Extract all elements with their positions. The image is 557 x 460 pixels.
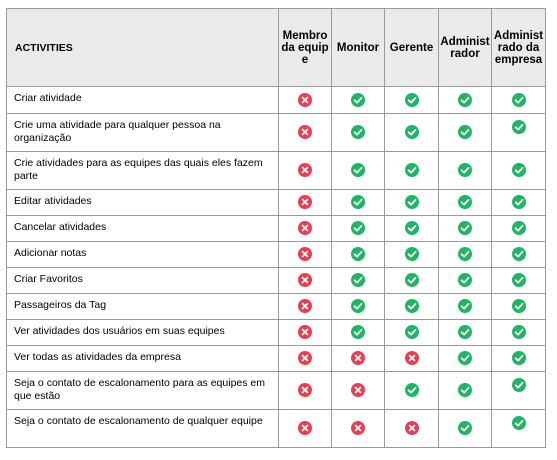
access-cell-membro-da-equipe: [279, 294, 332, 320]
check-circle-icon: [458, 325, 472, 339]
x-circle-icon: [298, 125, 312, 139]
table-row: [7, 346, 546, 372]
role-header-membro-da-equipe: Membro da equipe: [279, 9, 332, 87]
table-row: [7, 372, 546, 410]
check-circle-icon: [458, 383, 472, 397]
table-row: [7, 152, 546, 190]
check-circle-icon: [405, 221, 419, 235]
activity-cell: Passageiros da Tag: [7, 294, 279, 320]
access-cell-monitor: [332, 372, 385, 410]
access-cell-gerente: [385, 320, 439, 346]
access-cell-administrador: [439, 152, 492, 190]
x-circle-icon: [298, 221, 312, 235]
access-cell-membro-da-equipe: [279, 410, 332, 448]
access-cell-membro-da-equipe: [279, 346, 332, 372]
access-cell-administrado-da-empresa: [492, 320, 546, 346]
activities-header: ACTIVITIES: [7, 9, 279, 87]
access-cell-administrador: [439, 410, 492, 448]
access-cell-monitor: [332, 87, 385, 114]
check-circle-icon: [512, 273, 526, 287]
activity-cell: Cancelar atividades: [7, 216, 279, 242]
check-circle-icon: [458, 221, 472, 235]
access-cell-gerente: [385, 346, 439, 372]
table-row: [7, 268, 546, 294]
access-cell-administrador: [439, 320, 492, 346]
role-header-administrado-da-empresa: Administrado da empresa: [492, 9, 546, 87]
x-circle-icon: [298, 273, 312, 287]
access-cell-gerente: [385, 268, 439, 294]
check-circle-icon: [512, 163, 526, 177]
access-cell-monitor: [332, 294, 385, 320]
check-circle-icon: [351, 93, 365, 107]
x-circle-icon: [351, 383, 365, 397]
access-cell-monitor: [332, 242, 385, 268]
access-cell-administrador: [439, 346, 492, 372]
access-cell-administrado-da-empresa: [492, 346, 546, 372]
activity-cell: Ver atividades dos usuários em suas equipes: [7, 320, 279, 346]
access-cell-administrador: [439, 87, 492, 114]
check-circle-icon: [512, 195, 526, 209]
activity-cell: Editar atividades: [7, 190, 279, 216]
access-cell-administrado-da-empresa: [492, 242, 546, 268]
x-circle-icon: [298, 163, 312, 177]
access-cell-administrado-da-empresa: [492, 152, 546, 190]
table-row: [7, 216, 546, 242]
check-circle-icon: [512, 247, 526, 261]
access-cell-gerente: [385, 190, 439, 216]
role-header-monitor: Monitor: [332, 9, 385, 87]
activity-cell: Crie uma atividade para qualquer pessoa na organização: [7, 114, 279, 152]
check-circle-icon: [405, 299, 419, 313]
access-cell-membro-da-equipe: [279, 114, 332, 152]
access-cell-administrado-da-empresa: [492, 216, 546, 242]
header-row: [7, 9, 546, 87]
check-circle-icon: [512, 221, 526, 235]
access-cell-administrado-da-empresa: [492, 114, 546, 152]
role-header-gerente: Gerente: [385, 9, 439, 87]
check-circle-icon: [405, 247, 419, 261]
check-circle-icon: [351, 325, 365, 339]
check-circle-icon: [351, 299, 365, 313]
access-cell-membro-da-equipe: [279, 320, 332, 346]
x-circle-icon: [405, 351, 419, 365]
access-cell-gerente: [385, 294, 439, 320]
access-cell-membro-da-equipe: [279, 242, 332, 268]
access-cell-administrador: [439, 268, 492, 294]
x-circle-icon: [298, 93, 312, 107]
x-circle-icon: [405, 421, 419, 435]
check-circle-icon: [351, 163, 365, 177]
check-circle-icon: [512, 378, 526, 392]
access-cell-monitor: [332, 268, 385, 294]
access-cell-monitor: [332, 346, 385, 372]
check-circle-icon: [458, 125, 472, 139]
access-cell-membro-da-equipe: [279, 152, 332, 190]
check-circle-icon: [512, 93, 526, 107]
role-header-administrador: Administrador: [439, 9, 492, 87]
check-circle-icon: [405, 325, 419, 339]
access-cell-gerente: [385, 372, 439, 410]
activity-cell: Criar atividade: [7, 87, 279, 114]
check-circle-icon: [458, 163, 472, 177]
x-circle-icon: [298, 421, 312, 435]
access-cell-monitor: [332, 152, 385, 190]
access-cell-administrado-da-empresa: [492, 410, 546, 448]
access-cell-administrado-da-empresa: [492, 268, 546, 294]
activity-cell: Ver todas as atividades da empresa: [7, 346, 279, 372]
access-cell-membro-da-equipe: [279, 216, 332, 242]
check-circle-icon: [512, 416, 526, 430]
check-circle-icon: [351, 195, 365, 209]
x-circle-icon: [298, 299, 312, 313]
table-row: [7, 294, 546, 320]
table-body: [7, 87, 546, 448]
access-cell-membro-da-equipe: [279, 372, 332, 410]
x-circle-icon: [298, 325, 312, 339]
access-cell-administrador: [439, 216, 492, 242]
check-circle-icon: [405, 195, 419, 209]
check-circle-icon: [405, 93, 419, 107]
table-row: [7, 87, 546, 114]
access-cell-monitor: [332, 320, 385, 346]
x-circle-icon: [298, 383, 312, 397]
check-circle-icon: [351, 273, 365, 287]
access-cell-administrador: [439, 190, 492, 216]
x-circle-icon: [351, 421, 365, 435]
access-cell-monitor: [332, 410, 385, 448]
check-circle-icon: [351, 125, 365, 139]
x-circle-icon: [298, 247, 312, 261]
access-cell-membro-da-equipe: [279, 190, 332, 216]
check-circle-icon: [405, 383, 419, 397]
x-circle-icon: [351, 351, 365, 365]
check-circle-icon: [512, 325, 526, 339]
check-circle-icon: [405, 125, 419, 139]
check-circle-icon: [458, 421, 472, 435]
table-row: [7, 190, 546, 216]
access-cell-administrador: [439, 242, 492, 268]
access-cell-gerente: [385, 216, 439, 242]
check-circle-icon: [405, 273, 419, 287]
check-circle-icon: [458, 195, 472, 209]
check-circle-icon: [512, 351, 526, 365]
x-circle-icon: [298, 351, 312, 365]
access-cell-membro-da-equipe: [279, 268, 332, 294]
check-circle-icon: [405, 163, 419, 177]
table-row: [7, 242, 546, 268]
check-circle-icon: [512, 299, 526, 313]
access-cell-administrado-da-empresa: [492, 190, 546, 216]
access-cell-gerente: [385, 114, 439, 152]
activity-cell: Crie atividades para as equipes das quais eles fazem parte: [7, 152, 279, 190]
table-row: [7, 410, 546, 448]
check-circle-icon: [458, 247, 472, 261]
check-circle-icon: [458, 351, 472, 365]
permissions-table: [6, 8, 546, 448]
check-circle-icon: [351, 221, 365, 235]
access-cell-monitor: [332, 190, 385, 216]
x-circle-icon: [298, 195, 312, 209]
access-cell-gerente: [385, 152, 439, 190]
check-circle-icon: [351, 247, 365, 261]
access-cell-monitor: [332, 216, 385, 242]
check-circle-icon: [512, 120, 526, 134]
access-cell-gerente: [385, 87, 439, 114]
activity-cell: Seja o contato de escalonamento de qualquer equipe: [7, 410, 279, 448]
activity-cell: Seja o contato de escalonamento para as equipes em que estão: [7, 372, 279, 410]
access-cell-administrador: [439, 114, 492, 152]
access-cell-administrador: [439, 372, 492, 410]
activity-cell: Criar Favoritos: [7, 268, 279, 294]
check-circle-icon: [458, 93, 472, 107]
check-circle-icon: [458, 299, 472, 313]
access-cell-membro-da-equipe: [279, 87, 332, 114]
access-cell-administrador: [439, 294, 492, 320]
activity-cell: Adicionar notas: [7, 242, 279, 268]
access-cell-administrado-da-empresa: [492, 87, 546, 114]
access-cell-monitor: [332, 114, 385, 152]
table-row: [7, 320, 546, 346]
check-circle-icon: [458, 273, 472, 287]
access-cell-administrado-da-empresa: [492, 372, 546, 410]
access-cell-administrado-da-empresa: [492, 294, 546, 320]
access-cell-gerente: [385, 242, 439, 268]
table-row: [7, 114, 546, 152]
access-cell-gerente: [385, 410, 439, 448]
